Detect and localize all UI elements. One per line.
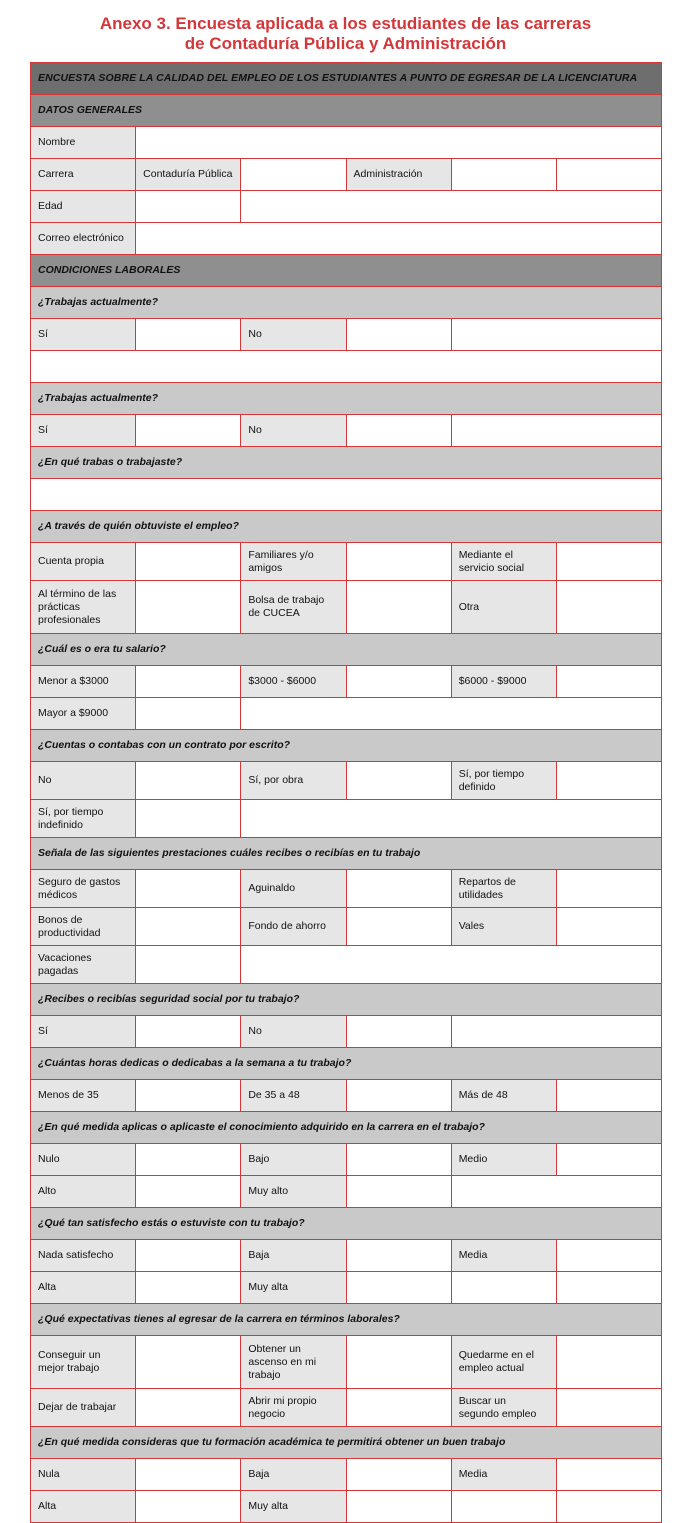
option-label: De 35 a 48	[240, 1079, 346, 1112]
table-row	[31, 1389, 662, 1427]
table-row	[31, 1491, 662, 1523]
table-row	[31, 1048, 662, 1080]
option-label: Media	[451, 1458, 557, 1491]
table-row	[31, 800, 662, 838]
answer-field[interactable]	[556, 1458, 662, 1491]
answer-field[interactable]	[556, 542, 662, 581]
table-row	[31, 1272, 662, 1304]
answer-field[interactable]	[556, 1388, 662, 1427]
option-label: Conseguir un mejor trabajo	[30, 1335, 136, 1389]
option-label: Dejar de trabajar	[30, 1388, 136, 1427]
answer-field[interactable]	[135, 945, 241, 984]
section-header: ENCUESTA SOBRE LA CALIDAD DEL EMPLEO DE LOS ESTUDIANTES A PUNTO DE EGRESAR DE LA LICENCIATURA	[30, 62, 662, 95]
section-header: CONDICIONES LABORALES	[30, 254, 662, 287]
answer-field[interactable]	[135, 665, 241, 698]
option-label: Media	[451, 1239, 557, 1272]
answer-field[interactable]	[135, 1271, 241, 1304]
answer-field[interactable]	[346, 665, 452, 698]
answer-field[interactable]	[556, 869, 662, 908]
answer-field[interactable]	[451, 414, 662, 447]
table-row	[31, 730, 662, 762]
option-label: Administración	[346, 158, 452, 191]
option-label: Sí, por tiempo indefinido	[30, 799, 136, 838]
section-header: ¿Cuentas o contabas con un contrato por escrito?	[30, 729, 662, 762]
option-label: Aguinaldo	[240, 869, 346, 908]
table-row	[31, 447, 662, 479]
option-label: Muy alta	[240, 1271, 346, 1304]
table-row	[31, 479, 662, 511]
option-label: Abrir mi propio negocio	[240, 1388, 346, 1427]
table-row	[31, 1336, 662, 1389]
answer-field[interactable]	[346, 1239, 452, 1272]
answer-field[interactable]	[135, 1458, 241, 1491]
section-header: ¿En qué trabas o trabajaste?	[30, 446, 662, 479]
answer-field[interactable]	[346, 1015, 452, 1048]
answer-field[interactable]	[135, 1143, 241, 1176]
table-row	[31, 984, 662, 1016]
answer-field[interactable]	[135, 907, 241, 946]
option-label: Seguro de gastos médicos	[30, 869, 136, 908]
section-header: DATOS GENERALES	[30, 94, 662, 127]
survey-form	[31, 63, 662, 1523]
option-label: Buscar un segundo empleo	[451, 1388, 557, 1427]
answer-field[interactable]	[135, 126, 662, 159]
section-header: ¿Recibes o recibías seguridad social por tu trabajo?	[30, 983, 662, 1016]
answer-field[interactable]	[240, 190, 662, 223]
answer-field[interactable]	[240, 799, 662, 838]
section-header: ¿Qué expectativas tienes al egresar de la carrera en términos laborales?	[30, 1303, 662, 1336]
answer-field[interactable]	[451, 318, 662, 351]
answer-field[interactable]	[556, 1079, 662, 1112]
table-row	[31, 255, 662, 287]
table-row	[31, 634, 662, 666]
option-label: Sí	[30, 414, 136, 447]
table-row	[31, 1080, 662, 1112]
answer-field[interactable]	[240, 697, 662, 730]
option-label: Alto	[30, 1175, 136, 1208]
table-row	[31, 223, 662, 255]
answer-field[interactable]	[135, 1239, 241, 1272]
answer-field[interactable]	[346, 542, 452, 581]
table-row	[31, 351, 662, 383]
table-row	[31, 1459, 662, 1491]
table-row	[31, 838, 662, 870]
table-row	[31, 1144, 662, 1176]
option-label: Nombre	[30, 126, 136, 159]
table-row	[31, 946, 662, 984]
section-header: ¿A través de quién obtuviste el empleo?	[30, 510, 662, 543]
option-label: No	[240, 414, 346, 447]
option-label: No	[240, 1015, 346, 1048]
option-label: Edad	[30, 190, 136, 223]
table-row	[31, 95, 662, 127]
section-header: Señala de las siguientes prestaciones cuáles recibes o recibías en tu trabajo	[30, 837, 662, 870]
option-label: Sí	[30, 318, 136, 351]
answer-field[interactable]	[451, 1490, 557, 1523]
table-row	[31, 543, 662, 581]
table-row	[31, 581, 662, 634]
answer-field[interactable]	[135, 697, 241, 730]
option-label: Mediante el servicio social	[451, 542, 557, 581]
table-row	[31, 287, 662, 319]
option-label: Bonos de productividad	[30, 907, 136, 946]
table-row	[31, 511, 662, 543]
answer-field[interactable]	[556, 580, 662, 634]
answer-field[interactable]	[451, 158, 557, 191]
answer-field[interactable]	[135, 1490, 241, 1523]
table-row	[31, 762, 662, 800]
option-label: No	[240, 318, 346, 351]
option-label: Nula	[30, 1458, 136, 1491]
answer-field[interactable]	[240, 158, 346, 191]
answer-field[interactable]	[346, 1335, 452, 1389]
option-label: Muy alto	[240, 1175, 346, 1208]
option-label: No	[30, 761, 136, 800]
option-label: Repartos de utilidades	[451, 869, 557, 908]
answer-field[interactable]	[346, 318, 452, 351]
table-row	[31, 159, 662, 191]
answer-field[interactable]	[556, 761, 662, 800]
answer-field[interactable]	[556, 1490, 662, 1523]
answer-field[interactable]	[346, 414, 452, 447]
table-row	[31, 383, 662, 415]
table-row	[31, 1176, 662, 1208]
answer-field[interactable]	[346, 1271, 452, 1304]
option-label: Nada satisfecho	[30, 1239, 136, 1272]
answer-field[interactable]	[556, 1335, 662, 1389]
answer-field[interactable]	[135, 761, 241, 800]
table-row	[31, 415, 662, 447]
answer-field[interactable]	[135, 1079, 241, 1112]
answer-field[interactable]	[556, 907, 662, 946]
answer-field[interactable]	[451, 1175, 662, 1208]
table-row	[31, 1112, 662, 1144]
answer-field[interactable]	[135, 869, 241, 908]
option-label: $3000 - $6000	[240, 665, 346, 698]
option-label: Familiares y/o amigos	[240, 542, 346, 581]
answer-field[interactable]	[135, 414, 241, 447]
option-label: $6000 - $9000	[451, 665, 557, 698]
option-label: Al término de las prácticas profesionales	[30, 580, 136, 634]
table-row	[31, 1240, 662, 1272]
table-row	[31, 1208, 662, 1240]
table-row	[31, 127, 662, 159]
option-label: Carrera	[30, 158, 136, 191]
option-label: Muy alta	[240, 1490, 346, 1523]
table-row	[31, 1427, 662, 1459]
answer-field[interactable]	[135, 1175, 241, 1208]
answer-field[interactable]	[346, 1079, 452, 1112]
option-label: Alta	[30, 1490, 136, 1523]
section-header: ¿Cuál es o era tu salario?	[30, 633, 662, 666]
answer-field[interactable]	[346, 907, 452, 946]
answer-field[interactable]	[135, 799, 241, 838]
section-header: ¿Trabajas actualmente?	[30, 286, 662, 319]
answer-field[interactable]	[346, 1458, 452, 1491]
answer-field[interactable]	[135, 542, 241, 581]
option-label: Mayor a $9000	[30, 697, 136, 730]
answer-field[interactable]	[346, 580, 452, 634]
answer-field[interactable]	[346, 1388, 452, 1427]
answer-field[interactable]	[240, 945, 662, 984]
answer-field[interactable]	[30, 478, 662, 511]
section-header: ¿Trabajas actualmente?	[30, 382, 662, 415]
option-label: Otra	[451, 580, 557, 634]
title-line-2: de Contaduría Pública y Administración	[184, 34, 507, 53]
answer-field[interactable]	[135, 190, 241, 223]
option-label: Cuenta propia	[30, 542, 136, 581]
answer-field[interactable]	[135, 1335, 241, 1389]
option-label: Bajo	[240, 1143, 346, 1176]
answer-field[interactable]	[346, 1175, 452, 1208]
option-label: Sí, por obra	[240, 761, 346, 800]
answer-field[interactable]	[556, 1239, 662, 1272]
answer-field[interactable]	[135, 1015, 241, 1048]
option-label: Bolsa de trabajo de CUCEA	[240, 580, 346, 634]
table-row	[31, 1304, 662, 1336]
answer-field[interactable]	[451, 1271, 557, 1304]
option-label: Sí, por tiempo definido	[451, 761, 557, 800]
option-label: Correo electrónico	[30, 222, 136, 255]
answer-field[interactable]	[346, 1490, 452, 1523]
answer-field[interactable]	[346, 761, 452, 800]
option-label: Menos de 35	[30, 1079, 136, 1112]
answer-field[interactable]	[556, 1143, 662, 1176]
option-label: Quedarme en el empleo actual	[451, 1335, 557, 1389]
answer-field[interactable]	[556, 1271, 662, 1304]
table-row	[31, 191, 662, 223]
option-label: Fondo de ahorro	[240, 907, 346, 946]
page-title	[0, 14, 691, 54]
table-row	[31, 870, 662, 908]
section-header: ¿En qué medida consideras que tu formación académica te permitirá obtener un buen trabajo	[30, 1426, 662, 1459]
answer-field[interactable]	[135, 580, 241, 634]
section-header: ¿En qué medida aplicas o aplicaste el conocimiento adquirido en la carrera en el trabajo?	[30, 1111, 662, 1144]
option-label: Baja	[240, 1458, 346, 1491]
section-header: ¿Qué tan satisfecho estás o estuviste con tu trabajo?	[30, 1207, 662, 1240]
section-header: ¿Cuántas horas dedicas o dedicabas a la semana a tu trabajo?	[30, 1047, 662, 1080]
table-row	[31, 1016, 662, 1048]
table-row	[31, 666, 662, 698]
option-label: Alta	[30, 1271, 136, 1304]
table-row	[31, 319, 662, 351]
option-label: Obtener un ascenso en mi trabajo	[240, 1335, 346, 1389]
answer-field[interactable]	[135, 222, 662, 255]
table-row	[31, 63, 662, 95]
answer-field[interactable]	[346, 1143, 452, 1176]
option-label: Medio	[451, 1143, 557, 1176]
option-label: Más de 48	[451, 1079, 557, 1112]
answer-field[interactable]	[346, 869, 452, 908]
title-line-1: Anexo 3. Encuesta aplicada a los estudiantes de las carreras	[99, 14, 592, 33]
option-label: Nulo	[30, 1143, 136, 1176]
answer-field[interactable]	[30, 350, 662, 383]
table-row	[31, 698, 662, 730]
option-label: Vales	[451, 907, 557, 946]
answer-field[interactable]	[556, 665, 662, 698]
answer-field[interactable]	[135, 1388, 241, 1427]
answer-field[interactable]	[451, 1015, 662, 1048]
option-label: Contaduría Pública	[135, 158, 241, 191]
answer-field[interactable]	[135, 318, 241, 351]
answer-field[interactable]	[556, 158, 662, 191]
table-row	[31, 908, 662, 946]
option-label: Vacaciones pagadas	[30, 945, 136, 984]
option-label: Baja	[240, 1239, 346, 1272]
option-label: Menor a $3000	[30, 665, 136, 698]
option-label: Sí	[30, 1015, 136, 1048]
